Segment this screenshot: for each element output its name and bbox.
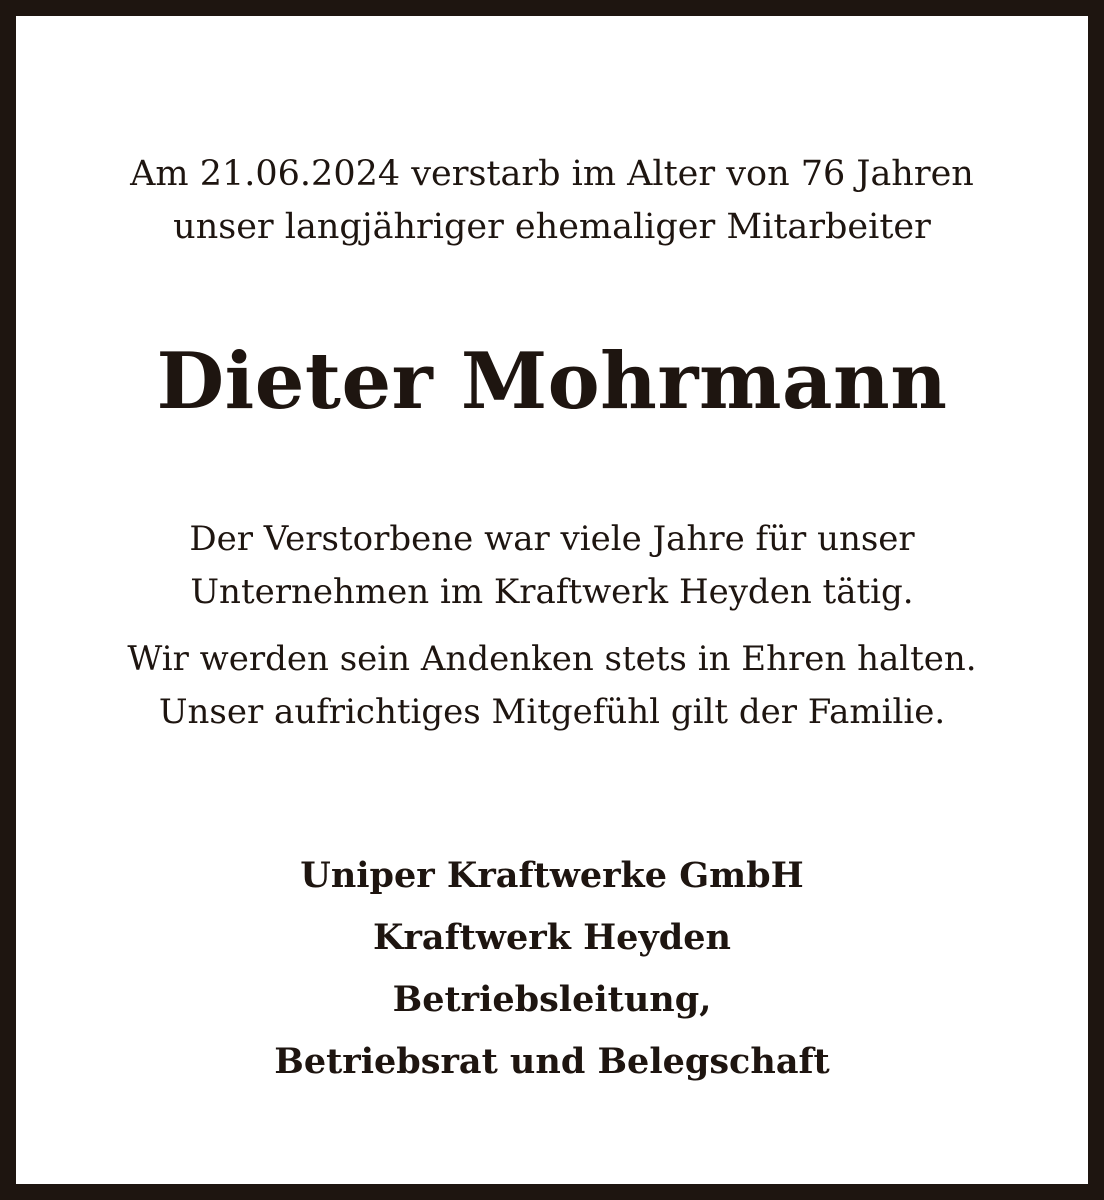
intro-line: unser langjähriger ehemaliger Mitarbeiter (173, 207, 931, 247)
signature-management: Betriebsleitung, (392, 979, 712, 1020)
deceased-name: Dieter Mohrmann (156, 336, 948, 427)
tribute-line: Unser aufrichtiges Mitgefühl gilt der Familie. (158, 692, 946, 732)
signature-plant: Kraftwerk Heyden (373, 917, 731, 958)
tribute-line: Wir werden sein Andenken stets in Ehren halten. (127, 639, 977, 679)
signature-company: Uniper Kraftwerke GmbH (300, 855, 804, 896)
intro-text (16, 148, 1088, 254)
signature-staff: Betriebsrat und Belegschaft (274, 1041, 830, 1082)
signature-block (16, 845, 1088, 1093)
tribute-line: Der Verstorbene war viele Jahre für unser (189, 519, 915, 559)
tribute-line: Unternehmen im Kraftwerk Heyden tätig. (190, 572, 914, 612)
intro-line: Am 21.06.2024 verstarb im Alter von 76 Jahren (130, 154, 974, 194)
tribute-text (16, 513, 1088, 739)
